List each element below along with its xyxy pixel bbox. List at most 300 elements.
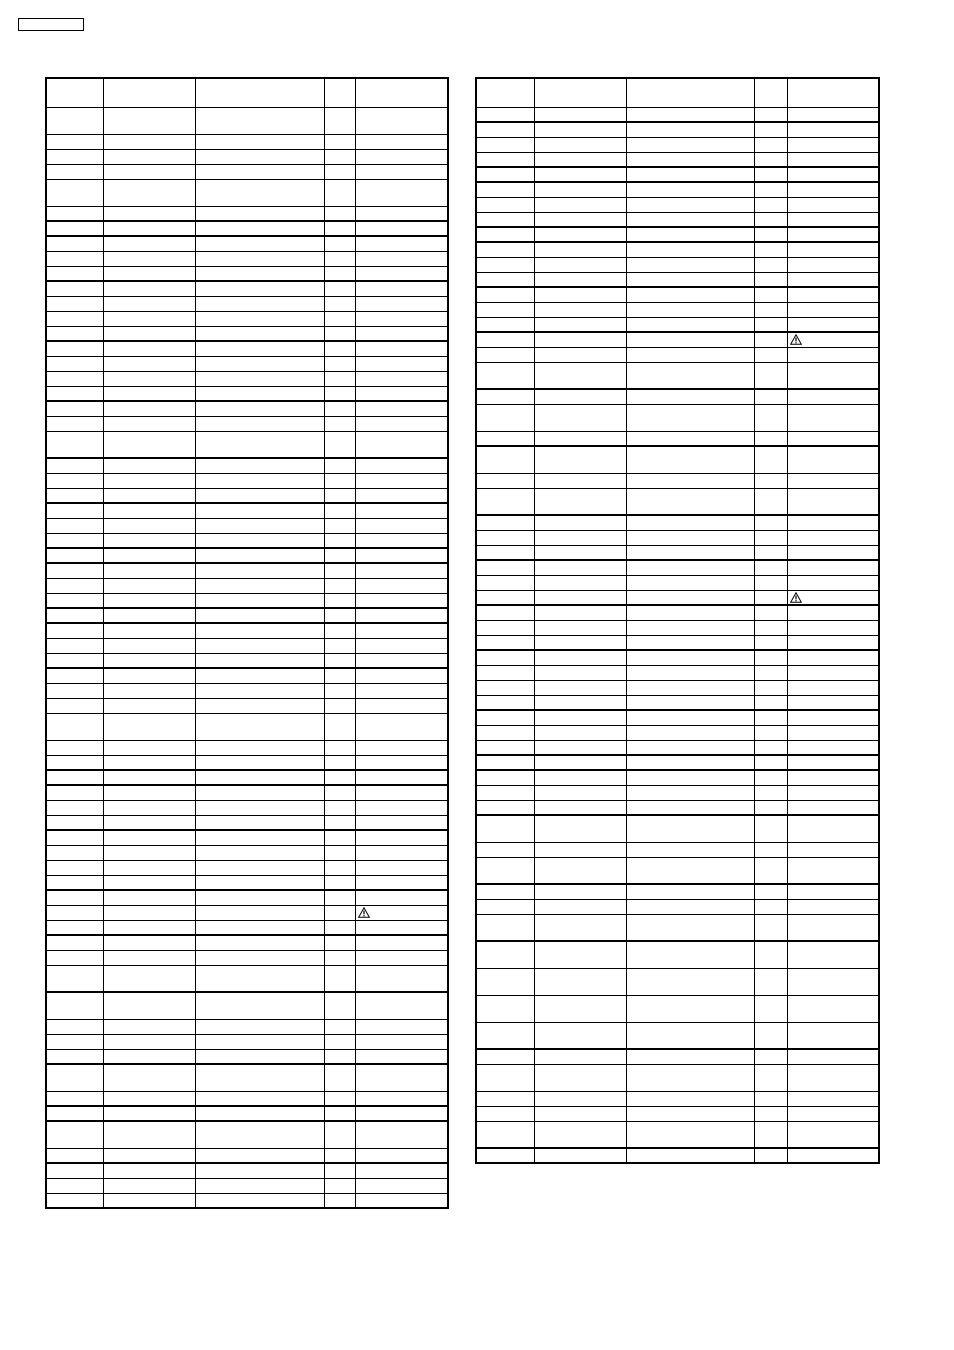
table-cell [754, 914, 787, 941]
table-cell [196, 341, 325, 356]
table-cell [356, 1049, 449, 1064]
table-cell [476, 530, 534, 545]
table-cell [356, 593, 449, 608]
table-row [476, 620, 879, 635]
table-cell [626, 665, 754, 680]
table-row [46, 488, 448, 503]
table-cell [534, 404, 626, 431]
column-header [196, 78, 325, 107]
table-cell [534, 620, 626, 635]
table-cell [103, 770, 195, 785]
table-row [476, 857, 879, 884]
table-row [46, 668, 448, 683]
table-cell [103, 134, 195, 149]
table-cell [196, 875, 325, 890]
table-cell [626, 1049, 754, 1064]
table-cell [476, 545, 534, 560]
table-row [476, 1064, 879, 1091]
table-row [476, 842, 879, 857]
table-cell [46, 1193, 103, 1208]
table-row [476, 785, 879, 800]
table-cell [46, 845, 103, 860]
table-cell [196, 800, 325, 815]
table-cell [476, 785, 534, 800]
table-cell [324, 386, 355, 401]
table-cell [46, 905, 103, 920]
table-cell [534, 899, 626, 914]
table-cell [356, 740, 449, 755]
table-cell [196, 698, 325, 713]
table-cell [626, 272, 754, 287]
table-cell [324, 356, 355, 371]
table-cell [46, 149, 103, 164]
table-cell [626, 815, 754, 842]
table-row [476, 347, 879, 362]
table-cell [46, 473, 103, 488]
table-cell [356, 206, 449, 221]
column-header [46, 78, 103, 107]
table-cell [46, 281, 103, 296]
table-row [46, 548, 448, 563]
table-cell [324, 107, 355, 134]
table-cell [754, 770, 787, 785]
table-cell [787, 740, 879, 755]
table-cell [356, 860, 449, 875]
table-cell [787, 842, 879, 857]
table-row [476, 257, 879, 272]
table-cell [754, 695, 787, 710]
table-row [476, 197, 879, 212]
table-row [46, 755, 448, 770]
table-cell [754, 1049, 787, 1064]
table-cell [103, 416, 195, 431]
table-cell [46, 431, 103, 458]
table-row [476, 740, 879, 755]
table-cell [476, 347, 534, 362]
table-row [46, 593, 448, 608]
table-row [46, 1148, 448, 1163]
table-cell [196, 281, 325, 296]
table-cell [476, 1121, 534, 1148]
table-cell [476, 605, 534, 620]
table-cell [324, 668, 355, 683]
table-cell [196, 458, 325, 473]
table-cell [754, 710, 787, 725]
table-cell [534, 137, 626, 152]
table-cell [534, 842, 626, 857]
table-cell [626, 473, 754, 488]
table-cell [46, 1091, 103, 1106]
table-row [476, 488, 879, 515]
table-cell [103, 548, 195, 563]
table-cell [196, 1034, 325, 1049]
table-cell [476, 287, 534, 302]
table-cell [754, 122, 787, 137]
table-row [476, 317, 879, 332]
table-row [476, 884, 879, 899]
table-cell [324, 713, 355, 740]
table-cell [46, 518, 103, 533]
table-cell [754, 473, 787, 488]
table-cell [356, 1091, 449, 1106]
table-cell [626, 1106, 754, 1121]
table-cell [754, 431, 787, 446]
table-cell [754, 941, 787, 968]
table-cell [476, 122, 534, 137]
table-cell [103, 1193, 195, 1208]
table-cell [103, 266, 195, 281]
table-cell [754, 560, 787, 575]
table-cell [626, 212, 754, 227]
table-cell [476, 446, 534, 473]
table-cell [103, 1121, 195, 1148]
table-cell [46, 638, 103, 653]
table-cell [46, 401, 103, 416]
table-cell [196, 638, 325, 653]
table-row [46, 653, 448, 668]
table-row [476, 287, 879, 302]
table-cell [626, 740, 754, 755]
table-cell [476, 884, 534, 899]
table-cell [626, 227, 754, 242]
table-cell [103, 107, 195, 134]
table-cell [754, 605, 787, 620]
table-cell [476, 695, 534, 710]
table-cell [534, 605, 626, 620]
table-cell [754, 137, 787, 152]
table-row [46, 965, 448, 992]
table-cell [754, 725, 787, 740]
table-cell [324, 341, 355, 356]
table-cell [356, 503, 449, 518]
table-cell [534, 257, 626, 272]
table-cell [324, 890, 355, 905]
table-cell [787, 212, 879, 227]
table-cell [476, 995, 534, 1022]
table-row [476, 560, 879, 575]
table-row [46, 920, 448, 935]
table-cell [534, 182, 626, 197]
table-row [46, 875, 448, 890]
table-cell [356, 1064, 449, 1091]
table-cell [46, 563, 103, 578]
table-cell [103, 281, 195, 296]
table-cell [534, 941, 626, 968]
table-cell [356, 416, 449, 431]
table-cell [787, 995, 879, 1022]
table-cell [787, 530, 879, 545]
table-row [476, 1121, 879, 1148]
table-cell [754, 488, 787, 515]
table-cell [103, 251, 195, 266]
table-row [46, 578, 448, 593]
table-cell [534, 107, 626, 122]
table-cell [626, 695, 754, 710]
table-cell [196, 950, 325, 965]
column-header [787, 78, 879, 107]
table-cell [626, 302, 754, 317]
table-cell [356, 713, 449, 740]
table-cell [476, 389, 534, 404]
table-cell [534, 212, 626, 227]
table-cell [103, 371, 195, 386]
table-cell [534, 287, 626, 302]
table-cell [324, 785, 355, 800]
table-cell [103, 785, 195, 800]
table-cell [476, 740, 534, 755]
table-row [476, 545, 879, 560]
table-row [46, 830, 448, 845]
table-cell [754, 515, 787, 530]
table-cell [46, 251, 103, 266]
table-cell [196, 266, 325, 281]
table-row [476, 770, 879, 785]
table-cell [754, 182, 787, 197]
table-cell [787, 545, 879, 560]
table-row [46, 713, 448, 740]
table-cell [324, 326, 355, 341]
table-cell [787, 446, 879, 473]
table-cell [356, 296, 449, 311]
table-cell [356, 251, 449, 266]
table-row [46, 401, 448, 416]
table-cell [356, 548, 449, 563]
table-cell [534, 1064, 626, 1091]
table-cell [196, 221, 325, 236]
table-cell [356, 653, 449, 668]
table-row [476, 362, 879, 389]
table-cell [626, 968, 754, 995]
table-cell [534, 680, 626, 695]
table-cell [46, 578, 103, 593]
table-cell [103, 755, 195, 770]
table-cell [46, 371, 103, 386]
table-cell [324, 563, 355, 578]
table-cell [46, 785, 103, 800]
table-cell [196, 1178, 325, 1193]
table-cell [103, 236, 195, 251]
table-cell [787, 302, 879, 317]
table-cell [476, 620, 534, 635]
table-cell [626, 899, 754, 914]
table-cell [476, 302, 534, 317]
table-cell [534, 884, 626, 899]
table-cell [196, 1106, 325, 1121]
table-cell [534, 650, 626, 665]
table-row [476, 665, 879, 680]
table-cell [196, 416, 325, 431]
table-cell [534, 968, 626, 995]
table-cell [196, 311, 325, 326]
table-cell [46, 356, 103, 371]
table-cell [356, 1163, 449, 1178]
table-row [476, 182, 879, 197]
table-cell [476, 800, 534, 815]
table-cell [476, 473, 534, 488]
table-cell [626, 545, 754, 560]
table-cell [754, 545, 787, 560]
table-cell [534, 317, 626, 332]
table-cell [356, 356, 449, 371]
table-cell [626, 167, 754, 182]
table-cell [103, 296, 195, 311]
table-cell [324, 164, 355, 179]
table-cell [196, 920, 325, 935]
table-cell [103, 1148, 195, 1163]
table-cell [103, 533, 195, 548]
table-cell [324, 1178, 355, 1193]
table-cell [754, 1148, 787, 1163]
table-cell [356, 431, 449, 458]
table-cell [103, 638, 195, 653]
table-cell [476, 560, 534, 575]
table-cell [754, 302, 787, 317]
table-cell [103, 845, 195, 860]
table-cell [46, 770, 103, 785]
table-cell [534, 1022, 626, 1049]
table-cell [196, 386, 325, 401]
table-row [476, 404, 879, 431]
table-cell [103, 179, 195, 206]
table-cell [196, 830, 325, 845]
table-cell [196, 326, 325, 341]
table-row [476, 800, 879, 815]
table-cell [196, 1064, 325, 1091]
table-cell [324, 371, 355, 386]
table-row [476, 227, 879, 242]
table-row [46, 236, 448, 251]
table-row [46, 458, 448, 473]
table-cell [103, 965, 195, 992]
table-cell [787, 431, 879, 446]
table-cell [356, 623, 449, 638]
table-cell [46, 107, 103, 134]
table-row [476, 272, 879, 287]
table-cell [46, 740, 103, 755]
table-cell [46, 698, 103, 713]
table-cell [476, 272, 534, 287]
table-row [476, 332, 879, 347]
table-cell [476, 914, 534, 941]
table-cell [196, 1121, 325, 1148]
table-cell [476, 515, 534, 530]
table-cell [324, 623, 355, 638]
table-cell [103, 713, 195, 740]
table-cell [356, 800, 449, 815]
table-cell [356, 473, 449, 488]
table-cell [46, 341, 103, 356]
table-header-row [46, 78, 448, 107]
table-cell [196, 905, 325, 920]
table-cell [46, 266, 103, 281]
table-cell [754, 884, 787, 899]
table-cell [196, 563, 325, 578]
table-cell [196, 992, 325, 1019]
table-cell [324, 770, 355, 785]
table-cell [196, 815, 325, 830]
table-cell [534, 431, 626, 446]
table-cell [324, 578, 355, 593]
table-cell [534, 575, 626, 590]
table-cell [196, 164, 325, 179]
table-row [46, 950, 448, 965]
table-cell [103, 830, 195, 845]
table-cell [534, 197, 626, 212]
table-cell [534, 515, 626, 530]
table-cell [626, 1148, 754, 1163]
table-cell [356, 845, 449, 860]
table-cell [356, 965, 449, 992]
table-row [46, 800, 448, 815]
table-cell [534, 857, 626, 884]
table-cell [754, 800, 787, 815]
table-cell [46, 890, 103, 905]
table-cell [103, 503, 195, 518]
table-cell [626, 1121, 754, 1148]
table-cell [787, 488, 879, 515]
table-cell [103, 815, 195, 830]
table-cell [787, 107, 879, 122]
table-cell [476, 362, 534, 389]
table-cell [324, 638, 355, 653]
table-cell [626, 800, 754, 815]
table-cell [787, 1022, 879, 1049]
table-cell [476, 968, 534, 995]
column-header [324, 78, 355, 107]
table-cell [103, 608, 195, 623]
table-cell [324, 311, 355, 326]
table-cell [103, 1178, 195, 1193]
table-cell [476, 332, 534, 347]
table-cell [534, 710, 626, 725]
table-cell [787, 272, 879, 287]
table-cell [324, 1049, 355, 1064]
table-cell [103, 401, 195, 416]
table-cell [787, 605, 879, 620]
table-row [476, 530, 879, 545]
table-cell [476, 317, 534, 332]
table-cell [534, 167, 626, 182]
table-cell [356, 518, 449, 533]
table-cell [46, 608, 103, 623]
table-cell [754, 167, 787, 182]
table-cell [356, 578, 449, 593]
table-cell [103, 164, 195, 179]
table-row [46, 935, 448, 950]
table-cell [196, 713, 325, 740]
table-cell [324, 845, 355, 860]
table-cell [754, 287, 787, 302]
table-row [46, 890, 448, 905]
table-cell [196, 548, 325, 563]
table-cell [787, 914, 879, 941]
table-cell [626, 755, 754, 770]
column-header [356, 78, 449, 107]
table-row [46, 164, 448, 179]
table-cell [324, 920, 355, 935]
table-cell [196, 533, 325, 548]
table-cell [534, 695, 626, 710]
table-cell [324, 488, 355, 503]
table-row [476, 242, 879, 257]
table-cell [46, 713, 103, 740]
table-cell [754, 242, 787, 257]
table-row [476, 515, 879, 530]
table-cell [476, 1064, 534, 1091]
table-cell [787, 287, 879, 302]
table-cell [356, 1121, 449, 1148]
table-cell [356, 935, 449, 950]
